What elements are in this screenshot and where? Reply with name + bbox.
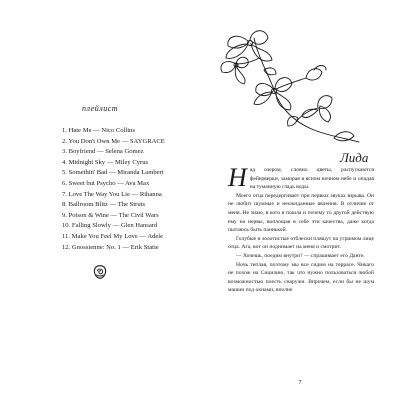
track-number: 4. — [62, 158, 67, 166]
track-artist: The Struts — [117, 201, 146, 209]
track-separator: — — [95, 148, 106, 156]
playlist-track — [62, 168, 165, 179]
track-number: 10. — [62, 222, 71, 230]
track-separator: — — [120, 137, 130, 145]
track-artist: Selena Gomez — [105, 148, 144, 156]
track-title: Ballroom Blitz — [68, 201, 108, 209]
track-separator: — — [105, 158, 115, 166]
track-separator: — — [108, 201, 118, 209]
playlist-track — [62, 126, 165, 137]
paragraph-text: ад озером, словно цветы, распускаются фейерверки, замирая в ясном ночном небе и опадая на туманную гладь воды. — [249, 167, 374, 191]
track-number: 2. — [62, 137, 67, 145]
track-number: 3. — [62, 148, 67, 156]
track-separator: — — [129, 190, 140, 198]
right-page — [200, 0, 400, 400]
track-separator: — — [120, 243, 131, 251]
track-number: 9. — [62, 211, 67, 219]
drop-cap: Н — [228, 163, 247, 192]
track-number: 5. — [62, 169, 67, 177]
track-artist: The Civil Wars — [118, 211, 159, 219]
playlist-track — [62, 158, 165, 169]
track-artist: Miranda Lambert — [117, 169, 164, 177]
track-title: Somethin' Bad — [68, 169, 108, 177]
track-title: Love The Way You Lie — [68, 190, 130, 198]
track-number: 8. — [62, 201, 67, 209]
playlist-track — [62, 137, 165, 148]
playlist-title: плейлист — [81, 104, 119, 113]
playlist-track — [62, 243, 165, 254]
rose-icon — [91, 263, 109, 281]
playlist-track — [62, 190, 165, 201]
track-artist: Erik Statie — [130, 243, 159, 251]
track-separator: — — [107, 169, 118, 177]
paragraph: Голубые и золотистые отблески пляшут на угрюмом лице отца. Ага, вот он поднимает на меня и смотрит. — [228, 235, 374, 251]
chapter-body-text — [228, 163, 374, 295]
playlist-track — [62, 211, 165, 222]
track-artist: Glen Hansard — [120, 222, 158, 230]
track-artist: Ava Max — [125, 179, 150, 187]
track-title: Falling Slowly — [71, 222, 111, 230]
paragraph: Ночь теплая, поэтому мы все сидим на террасе. Чикаго не похож на Сицилию, так что нужно пользоваться любой возможностью поесть снаружи. Впрочем, если бы не шум машин под окнами, вполне — [228, 261, 374, 294]
chapter-title: Лида — [340, 150, 369, 165]
track-title: Make You Feel My Love — [71, 232, 138, 240]
paragraph-first — [228, 163, 374, 192]
paragraph: — Хочешь, поедим внутри? — спрашивает его Данте. — [236, 252, 365, 259]
track-separator: — — [137, 232, 148, 240]
playlist-track — [62, 232, 165, 243]
track-number: 1. — [62, 127, 67, 134]
track-number: 12. — [62, 243, 71, 251]
track-artist: Miley Cyrus — [114, 158, 149, 166]
track-number: 6. — [62, 179, 67, 187]
track-separator: — — [110, 222, 121, 230]
track-number: 11. — [62, 232, 70, 240]
track-title: You Don't Own Me — [68, 137, 120, 145]
track-title: Gnossienne: No. 1 — [71, 243, 121, 251]
track-separator: — — [108, 211, 119, 219]
page-number: 7 — [298, 380, 302, 386]
track-artist: Adele — [147, 232, 164, 240]
track-title: Midnight Sky — [68, 158, 106, 166]
track-title: Hate Me — [68, 127, 92, 134]
track-number: 7. — [62, 190, 67, 198]
flower-branch-illustration — [214, 30, 364, 150]
track-title: Poison & Wine — [68, 211, 109, 219]
track-separator: — — [91, 127, 102, 134]
playlist-track — [62, 179, 165, 190]
playlist — [62, 126, 165, 253]
track-title: Boyfriend — [68, 148, 96, 156]
track-separator: — — [115, 179, 126, 187]
playlist-track — [62, 221, 165, 232]
track-title: Sweet but Psycho — [68, 179, 116, 187]
track-artist: Rihanna — [139, 190, 162, 198]
playlist-track — [62, 200, 165, 211]
track-artist: SAYGRACE — [129, 137, 165, 145]
track-artist: Nico Collins — [101, 127, 135, 134]
playlist-track — [62, 147, 165, 158]
paragraph: Моего отца передергивает при первых звуках взрыва. Он не любит шумные и неожиданные явления. В отличие от меня. Не знаю, в кого я пошла и почему то другой действую ему на нервы, воплощая в себе эти качества, даже когда пытаюсь быть паинькой. — [228, 192, 374, 234]
